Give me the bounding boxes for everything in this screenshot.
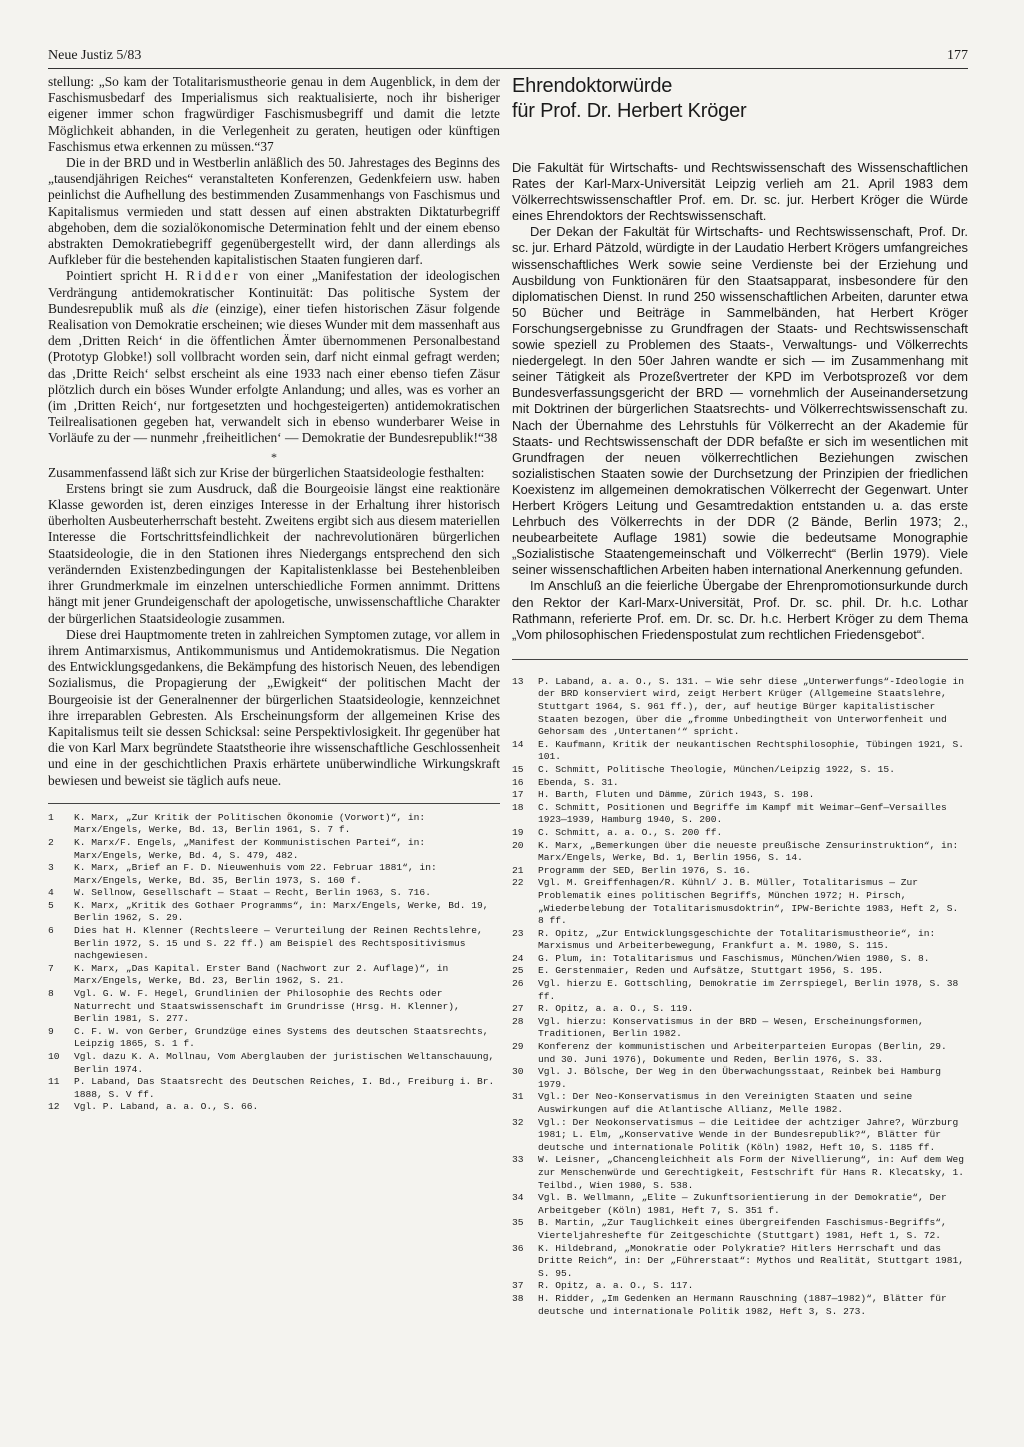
paragraph: Diese drei Hauptmomente treten in zahlreichen Symptomen zutage, vor allem in ihrem Antimarxismus, Antikommunismus und Antidemokratismus. Die Negation des Entwicklungsgedankens, die Bekämpfung des historisch Neuen, des lebendigen Sozialismus, die Propagierung der „Ewigkeit“ der politischen Macht der Bourgeoisie ist der Generalnenner der bürgerlichen Staatsideologie, kennzeichnet ihre irreparablen Gebresten. Als Erscheinungsform der allgemeinen Krise des Kapitalismus teilt sie dessen Schicksal: seine Perspektivlosigkeit. Ihr gegenüber hat die von Karl Marx begründete Staatstheorie ihre wissenschaftliche Geschlossenheit und eine in der geschichtlichen Praxis erhärtete unüberwindliche Wirkungskraft bewiesen und beweist sie täglich aufs neue. xyxy=(48,626,500,788)
footnote-number: 9 xyxy=(48,1025,54,1037)
footnotes-right xyxy=(512,676,968,1318)
footnote-number: 27 xyxy=(512,1003,524,1015)
footnote-text: Vgl. hierzu: Konservatismus in der BRD — Wesen, Erscheinungsformen, Traditionen, Berlin 1982. xyxy=(538,1015,924,1040)
footnote-number: 32 xyxy=(512,1116,524,1128)
footnote-text: Vgl. M. Greiffenhagen/R. Kühnl/ J. B. Müller, Totalitarismus — Zur Problematik eines politischen Begriffs, München 1972; H. Pirsch, „Wiederbelebung der Totalitarismusdoktrin“, IPW-Berichte 1983, Heft 2, S. 8 ff. xyxy=(538,877,959,927)
footnote-number: 38 xyxy=(512,1292,524,1304)
footnote-number: 12 xyxy=(48,1101,60,1113)
footnote-text: Vgl.: Der Neokonservatismus — die Leitidee der achtziger Jahre?, Würzburg 1981; L. Elm, „Konservative Wende in der Bundesrepublik?“, Blätter für deutsche und internationale Politik (Köln) 1982, Heft 10, S. 1185 ff. xyxy=(538,1116,959,1153)
footnote-text: R. Opitz, a. a. O., S. 117. xyxy=(538,1280,694,1292)
footnote-text: Vgl. hierzu E. Gottschling, Demokratie im Zerrspiegel, Berlin 1978, S. 38 ff. xyxy=(538,978,959,1002)
footnote-text: R. Opitz, „Zur Entwicklungsgeschichte der Totalitarismustheorie“, in: Marxismus und Arbeiterbewegung, Frankfurt a. M. 1980, S. 115. xyxy=(538,927,936,952)
footnote-number: 3 xyxy=(48,862,54,874)
paragraph: Erstens bringt sie zum Ausdruck, daß die Bourgeoisie längst eine reaktionäre Klasse geworden ist, deren einziges Interesse in der Erhaltung ihrer historisch überholten Ausbeuterherrschaft besteht. Zweitens ergibt sich aus diesem materiellen Interesse die Fortschrittsfeindlichkeit der nachrevolutionären bürgerlichen Staatsideologie, die in den Stationen ihres Niedergangs entsprechend den sich verändernden Existenzbedingungen der Kapitalistenklasse bei Bestehenbleiben ihrer Grundmerkmale im einzelnen unterschiedliche Formen annimmt. Drittens hängt mit jener Grundeigenschaft der apologetische, unwissenschaftliche Charakter der bürgerlichen Staatsideologie zusammen. xyxy=(48,480,500,626)
footnote-number: 25 xyxy=(512,965,524,977)
footnote-number: 22 xyxy=(512,877,524,889)
paragraph: Die in der BRD und in Westberlin anläßlich des 50. Jahrestages des Beginns des „tausendjährigen Reiches“ veranstalteten Konferenzen, Gedenkfeiern usw. haben peinlichst die Aufhellung des bestimmenden Zusammenhangs von Faschismus und Kapitalismus vermieden und statt dessen auf einen abstrakten Diktaturbegriff abgehoben, dem die sozialökonomische Determination fehlt und der einem ebenso abstrakten Demokratiebegriff gegenübergestellt wird, der dann allerdings als Aufkleber für die bestehenden kapitalistischen Staaten fungieren darf. xyxy=(48,155,500,268)
footnote-item xyxy=(512,764,968,777)
footnote-item xyxy=(512,1066,968,1091)
footnote-number: 14 xyxy=(512,738,524,750)
title-line: für Prof. Dr. Herbert Kröger xyxy=(512,100,747,122)
footnote-item xyxy=(48,900,500,925)
footnote-item xyxy=(48,837,500,862)
footnote-text: R. Opitz, a. a. O., S. 119. xyxy=(538,1003,694,1015)
footnote-text: K. Hildebrand, „Monokratie oder Polykratie? Hitlers Herrschaft und das Dritte Reich“, in: Der „Führerstaat“: Mythos und Realität, Stuttgart 1981, S. 95. xyxy=(538,1242,965,1279)
footnote-text: K. Marx, „Bemerkungen über die neueste preußische Zensurinstruktion“, in: Marx/Engels, Werke, Bd. 1, Berlin 1956, S. 14. xyxy=(538,839,959,864)
footnote-text: K. Marx, „Kritik des Gothaer Programms“, in: Marx/Engels, Werke, Bd. 19, Berlin 1962, S. 29. xyxy=(74,899,489,924)
footnote-item xyxy=(512,965,968,978)
footnote-text: Programm der SED, Berlin 1976, S. 16. xyxy=(538,864,752,876)
footnote-item xyxy=(48,862,500,887)
footnote-number: 28 xyxy=(512,1015,524,1027)
footnote-text: K. Marx, „Brief an F. D. Nieuwenhuis vom 22. Februar 1881“, in: Marx/Engels, Werke, Bd. 35, Berlin 1973, S. 160 f. xyxy=(74,862,437,886)
footnote-number: 17 xyxy=(512,789,524,801)
footnote-number: 7 xyxy=(48,962,54,974)
footnote-item xyxy=(512,1217,968,1242)
footnote-number: 31 xyxy=(512,1091,524,1103)
paragraph: Die Fakultät für Wirtschafts- und Rechtswissenschaft des Wissenschaftlichen Rates der Karl-Marx-Universität Leipzig verlieh am 21. April 1983 dem Völkerrechtswissenschaftler Prof. em. Dr. sc. jur. Herbert Kröger die Würde eines Ehrendoktors der Rechtswissenschaft. xyxy=(512,160,968,224)
footnote-text: Vgl. B. Wellmann, „Elite — Zukunftsorientierung in der Demokratie“, Der Arbeitgeber (Köln) 1981, Heft 7, S. 351 f. xyxy=(538,1192,947,1216)
paragraph: Im Anschluß an die feierliche Übergabe der Ehrenpromotionsurkunde durch den Rektor der Karl-Marx-Universität, Prof. Dr. sc. phil. Dr. h.c. Lothar Rathmann, referierte Prof. em. Dr. sc. Dr. h.c. Herbert Kröger zu dem Thema „Vom philosophischen Friedenspostulat zum rechtlichen Friedensgebot“. xyxy=(512,578,968,642)
footnote-number: 16 xyxy=(512,776,524,788)
footnote-text: W. Leisner, „Chancengleichheit als Form der Nivellierung“, in: Auf dem Weg zur Menschenwürde und Gerechtigkeit, Festschrift für Hans R. Klecatsky, 1. Teilbd., Wien 1980, S. 538. xyxy=(538,1154,965,1191)
footnote-text: Konferenz der kommunistischen und Arbeiterparteien Europas (Berlin, 29. und 30. Juni 1976), Dokumente und Reden, Berlin 1976, S. 33. xyxy=(538,1041,947,1065)
footnote-text: W. Sellnow, Gesellschaft — Staat — Recht, Berlin 1963, S. 716. xyxy=(74,887,431,899)
footnote-item xyxy=(512,827,968,840)
footnote-text: Vgl. G. W. F. Hegel, Grundlinien der Philosophie des Rechts oder Naturrecht und Staatswissenschaft im Grundrisse (Hrsg. H. Klenner), Berlin 1981, S. 277. xyxy=(74,988,460,1025)
article-title xyxy=(512,74,968,124)
text-run: (einzige), einer tiefen historischen Zäsur folgende Realisation von Demokratie erscheinen; wie dieses Wunder mit dem massenhaft aus dem ‚Dritten Reich‘ in die öffentlichen Ämter übernommenen Personalbestand (Prototyp Globke!) soll vollbracht worden sein, darf nicht einmal gefragt werden; das ‚Dritte Reich‘ selbst erscheint als eine 1933 nach einer ebenso tiefen Zäsur plötzlich durch ein böses Wunder erfolgte Anlandung; und alles, was es vorher an (im ‚Dritten Reich‘, nur fortgesetzten und hochgesteigerten) antidemokratischen Teilrealisationen gegeben hat, verwandelt sich in ebenso wunderbarer Weise in Vorläufe zu der — nunmehr ‚freiheitlichen‘ — Demokratie der Bundesrepublik!“38 xyxy=(48,300,500,446)
footnote-number: 11 xyxy=(48,1076,60,1088)
footnote-number: 18 xyxy=(512,801,524,813)
footnote-text: Ebenda, S. 31. xyxy=(538,776,619,788)
section-separator: * xyxy=(271,449,277,464)
footnote-text: P. Laband, a. a. O., S. 131. — Wie sehr diese „Unterwerfungs“-Ideologie in der BRD konserviert wird, zeigt Herbert Krüger (Allgemeine Staatslehre, Stuttgart 1964, S. 961 ff.), der, auf heutige Bürger kapitalistischer Staaten bezogen, über die „fromme Unbedingtheit von Unterworfenheit und Gehorsam des ‚Untertanen‘“ spricht. xyxy=(538,675,965,738)
paragraph-ridder xyxy=(48,268,500,446)
emphasis: die xyxy=(192,300,209,316)
footnote-item xyxy=(48,1026,500,1051)
header-rule xyxy=(48,68,968,69)
footnote-item xyxy=(512,676,968,739)
footnote-item xyxy=(512,802,968,827)
footnote-item xyxy=(512,1091,968,1116)
footnote-item xyxy=(512,840,968,865)
text-run: Pointiert spricht H. xyxy=(66,268,187,284)
footnote-item xyxy=(48,988,500,1026)
footnote-text: P. Laband, Das Staatsrecht des Deutschen Reiches, I. Bd., Freiburg i. Br. 1888, S. V ff. xyxy=(74,1076,495,1100)
paragraph: stellung: „So kam der Totalitarismustheorie genau in dem Augenblick, in dem der Faschismusbedarf des Imperialismus sich reaktualisierte, noch ihr bisheriger eigener immer schon fragwürdiger Faschismusbegriff und damit die letzte Möglichkeit abhanden, in die Verlegenheit zu geraten, heutigen oder künftigen Faschismus etwa erkennen zu müssen.“37 xyxy=(48,74,500,154)
footnote-item xyxy=(512,1192,968,1217)
footnote-item xyxy=(48,1101,500,1114)
footnote-item xyxy=(512,1003,968,1016)
page-number: 177 xyxy=(947,48,968,63)
footnote-item xyxy=(512,877,968,927)
text-run: von einer „Manifestation der ideologischen Verdrängung antidemokratischer Kontinuität: Das politische System der Bundesrepublik muß als xyxy=(48,268,500,316)
footnote-item xyxy=(512,777,968,790)
right-column xyxy=(512,74,968,1318)
footnote-text: C. Schmitt, a. a. O., S. 200 ff. xyxy=(538,826,723,838)
footnote-number: 20 xyxy=(512,839,524,851)
footnote-item xyxy=(48,925,500,963)
paragraph: Der Dekan der Fakultät für Wirtschafts- und Rechtswissenschaft, Prof. Dr. sc. jur. Erhard Pätzold, würdigte in der Laudatio Herbert Krögers umfangreiches wissenschaftliches Werk sowie seine Verdienste bei der Erziehung und Ausbildung von Funktionären für den Staatsapparat, insbesondere für den diplomatischen Dienst. In rund 250 wissenschaftlichen Arbeiten, darunter etwa 50 Bücher und Beiträge in Sammelbänden, hat Herbert Kröger Forschungsergebnisse zu Grundfragen der Staats- und Rechtswissenschaft sowie speziell zu Problemen des Staats-, Verwaltungs- und Völkerrechts niedergelegt. In den 50er Jahren wandte er sich — im Zusammenhang mit seiner Tätigkeit als Prozeßvertreter der KPD im Verbotsprozeß vor dem Bundesverfassungsgericht der BRD — vornehmlich der Auseinandersetzung mit Doktrinen der bürgerlichen Staatsrechts- und Völkerrechtswissenschaft zu. Nach der Übernahme des Lehrstuhls für Völkerrecht an der Akademie für Staats- und Rechtswissenschaft der DDR befaßte er sich im wesentlichen mit Grundfragen der neuen völkerrechtlichen Beziehungen zwischen sozialistischen Staaten sowie der Durchsetzung der Prinzipien der friedlichen Koexistenz im allgemeinen demokratischen Völkerrecht der Gegenwart. Unter Herbert Krögers Leitung und Gesamtredaktion entstanden u. a. das erste Lehrbuch des Völkerrechts in der DDR (2 Bände, Berlin 1973; 2., neubearbeitete Auflage 1981) sowie die bedeutsame Monographie „Sozialistische Staatengemeinschaft und Völkerrecht“ (Berlin 1979). Viele seiner wissenschaftlichen Arbeiten haben international Anerkennung gefunden. xyxy=(512,224,968,578)
footnote-text: C. Schmitt, Politische Theologie, München/Leipzig 1922, S. 15. xyxy=(538,763,895,775)
footnote-number: 34 xyxy=(512,1192,524,1204)
footnote-number: 5 xyxy=(48,899,54,911)
footnote-number: 29 xyxy=(512,1041,524,1053)
footnote-item xyxy=(512,978,968,1003)
footnote-number: 13 xyxy=(512,675,524,687)
footnote-number: 21 xyxy=(512,864,524,876)
footnote-text: Vgl. dazu K. A. Mollnau, Vom Aberglauben der juristischen Weltanschauung, Berlin 1974. xyxy=(74,1051,495,1075)
footnote-item xyxy=(48,887,500,900)
running-header xyxy=(48,48,968,70)
footnote-text: Vgl. J. Bölsche, Der Weg in den Überwachungsstaat, Reinbek bei Hamburg 1979. xyxy=(538,1066,942,1090)
footnote-item xyxy=(512,1154,968,1192)
footnote-number: 30 xyxy=(512,1066,524,1078)
footnotes-left xyxy=(48,812,500,1114)
footnotes-right-block xyxy=(512,659,968,1318)
title-line: Ehrendoktorwürde xyxy=(512,75,673,97)
footnote-number: 4 xyxy=(48,887,54,899)
footnote-number: 10 xyxy=(48,1051,60,1063)
footnote-rule xyxy=(48,803,500,804)
author-name-spaced: Ridder xyxy=(186,268,241,284)
footnote-text: Vgl.: Der Neo-Konservatismus in den Vereinigten Staaten und seine Auswirkungen auf die Atlantische Allianz, Melle 1982. xyxy=(538,1091,913,1115)
footnote-number: 24 xyxy=(512,952,524,964)
left-column xyxy=(48,74,500,1114)
paragraph: Zusammenfassend läßt sich zur Krise der bürgerlichen Staatsideologie festhalten: xyxy=(48,464,485,480)
footnote-item xyxy=(512,928,968,953)
footnote-number: 36 xyxy=(512,1242,524,1254)
footnote-text: Dies hat H. Klenner (Rechtsleere — Verurteilung der Reinen Rechtslehre, Berlin 1972, S. 15 und S. 22 ff.) am Beispiel des Rechtspositivismus nachgewiesen. xyxy=(74,925,483,962)
journal-issue: Neue Justiz 5/83 xyxy=(48,48,142,63)
footnote-number: 1 xyxy=(48,811,54,823)
footnote-number: 26 xyxy=(512,978,524,990)
footnote-number: 6 xyxy=(48,925,54,937)
footnote-text: C. F. W. von Gerber, Grundzüge eines Systems des deutschen Staatsrechts, Leipzig 1865, S. 1 f. xyxy=(74,1025,489,1050)
footnote-text: G. Plum, in: Totalitarismus und Faschismus, München/Wien 1980, S. 8. xyxy=(538,952,930,964)
footnote-text: K. Marx, „Das Kapital. Erster Band (Nachwort zur 2. Auflage)“, in Marx/Engels, Werke, Bd. 23, Berlin 1962, S. 21. xyxy=(74,962,449,987)
footnote-item xyxy=(512,1016,968,1041)
footnote-text: E. Gerstenmaier, Reden und Aufsätze, Stuttgart 1956, S. 195. xyxy=(538,965,884,977)
footnote-number: 37 xyxy=(512,1280,524,1292)
footnote-item xyxy=(512,865,968,878)
footnote-item xyxy=(512,1041,968,1066)
footnote-number: 19 xyxy=(512,826,524,838)
footnote-text: H. Ridder, „Im Gedenken an Hermann Rauschning (1887—1982)“, Blätter für deutsche und internationale Politik 1982, Heft 3, S. 273. xyxy=(538,1292,947,1317)
footnote-text: K. Marx, „Zur Kritik der Politischen Ökonomie (Vorwort)“, in: Marx/Engels, Werke, Bd. 13, Berlin 1961, S. 7 f. xyxy=(74,811,426,836)
article-body xyxy=(512,160,968,643)
footnote-text: E. Kaufmann, Kritik der neukantischen Rechtsphilosophie, Tübingen 1921, S. 101. xyxy=(538,738,965,763)
footnote-item xyxy=(512,1280,968,1293)
footnote-text: C. Schmitt, Positionen und Begriffe im Kampf mit Weimar—Genf—Versailles 1923—1939, Hamburg 1940, S. 200. xyxy=(538,801,947,826)
footnote-item xyxy=(512,953,968,966)
footnote-number: 8 xyxy=(48,988,54,1000)
footnote-number: 33 xyxy=(512,1154,524,1166)
footnote-text: K. Marx/F. Engels, „Manifest der Kommunistischen Partei“, in: Marx/Engels, Werke, Bd. 4, S. 479, 482. xyxy=(74,836,426,861)
footnote-number: 23 xyxy=(512,927,524,939)
footnote-number: 2 xyxy=(48,836,54,848)
footnote-text: H. Barth, Fluten und Dämme, Zürich 1943, S. 198. xyxy=(538,789,815,801)
footnote-rule xyxy=(512,659,968,660)
footnote-item xyxy=(512,1243,968,1281)
footnote-number: 35 xyxy=(512,1217,524,1229)
footnote-item xyxy=(48,963,500,988)
footnote-item xyxy=(512,1117,968,1155)
footnote-item xyxy=(512,1293,968,1318)
footnote-item xyxy=(48,1076,500,1101)
footnote-text: Vgl. P. Laband, a. a. O., S. 66. xyxy=(74,1101,259,1113)
footnote-item xyxy=(512,739,968,764)
footnote-item xyxy=(48,812,500,837)
footnote-text: B. Martin, „Zur Tauglichkeit eines übergreifenden Faschismus-Begriffs“, Vierteljahreshefte für Zeitgeschichte (Stuttgart) 1981, Heft 1, S. 72. xyxy=(538,1217,947,1241)
footnote-number: 15 xyxy=(512,763,524,775)
footnote-item xyxy=(512,789,968,802)
footnote-item xyxy=(48,1051,500,1076)
